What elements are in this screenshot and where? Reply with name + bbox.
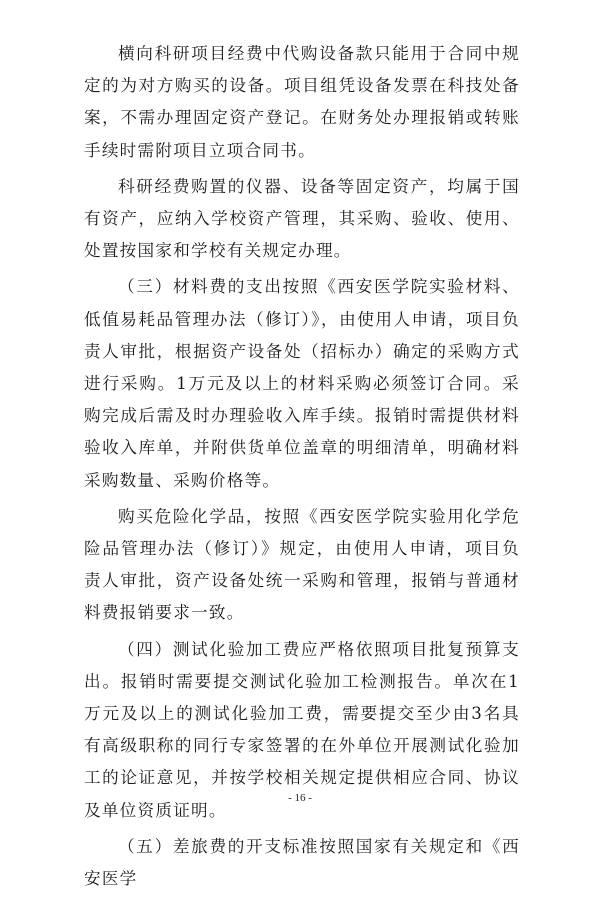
paragraph-testing-costs: （四）测试化验加工费应严格依照项目批复预算支出。报销时需要提交测试化验加工检测报告。单次在1万元及以上的测试化验加工费，需要提交至少由3名具有高级职称的同行专家签署的在外单位开展测试化验加工的论证意见，并按学校相关规定提供相应合同、协议及单位资质证明。 (84, 639, 520, 820)
paragraph-equipment-purchase: 横向科研项目经费中代购设备款只能用于合同中规定的为对方购买的设备。项目组凭设备发票在科技处备案，不需办理固定资产登记。在财务处办理报销或转账手续时需附项目立项合同书。 (84, 44, 520, 160)
paragraph-fixed-assets: 科研经费购置的仪器、设备等固定资产，均属于国有资产，应纳入学校资产管理，其采购、验收、使用、处置按国家和学校有关规定办理。 (84, 176, 520, 261)
paragraph-material-costs: （三）材料费的支出按照《西安医学院实验材料、低值易耗品管理办法（修订）》，由使用人申请，项目负责人审批，根据资产设备处（招标办）确定的采购方式进行采购。1万元及以上的材料采购必须签订合同。采购完成后需及时办理验收入库手续。报销时需提供材料验收入库单，并附供货单位盖章的明细清单，明确材料采购数量、采购价格等。 (84, 277, 520, 490)
paragraph-hazardous-chemicals: 购买危险化学品，按照《西安医学院实验用化学危险品管理办法（修订）》规定，由使用人申请，项目负责人审批，资产设备处统一采购和管理，报销与普通材料费报销要求一致。 (84, 506, 520, 623)
paragraph-travel-costs: （五）差旅费的开支标准按照国家有关规定和《西安医学 (84, 836, 520, 889)
document-body (84, 38, 520, 899)
page-number: - 16 - (288, 792, 312, 804)
